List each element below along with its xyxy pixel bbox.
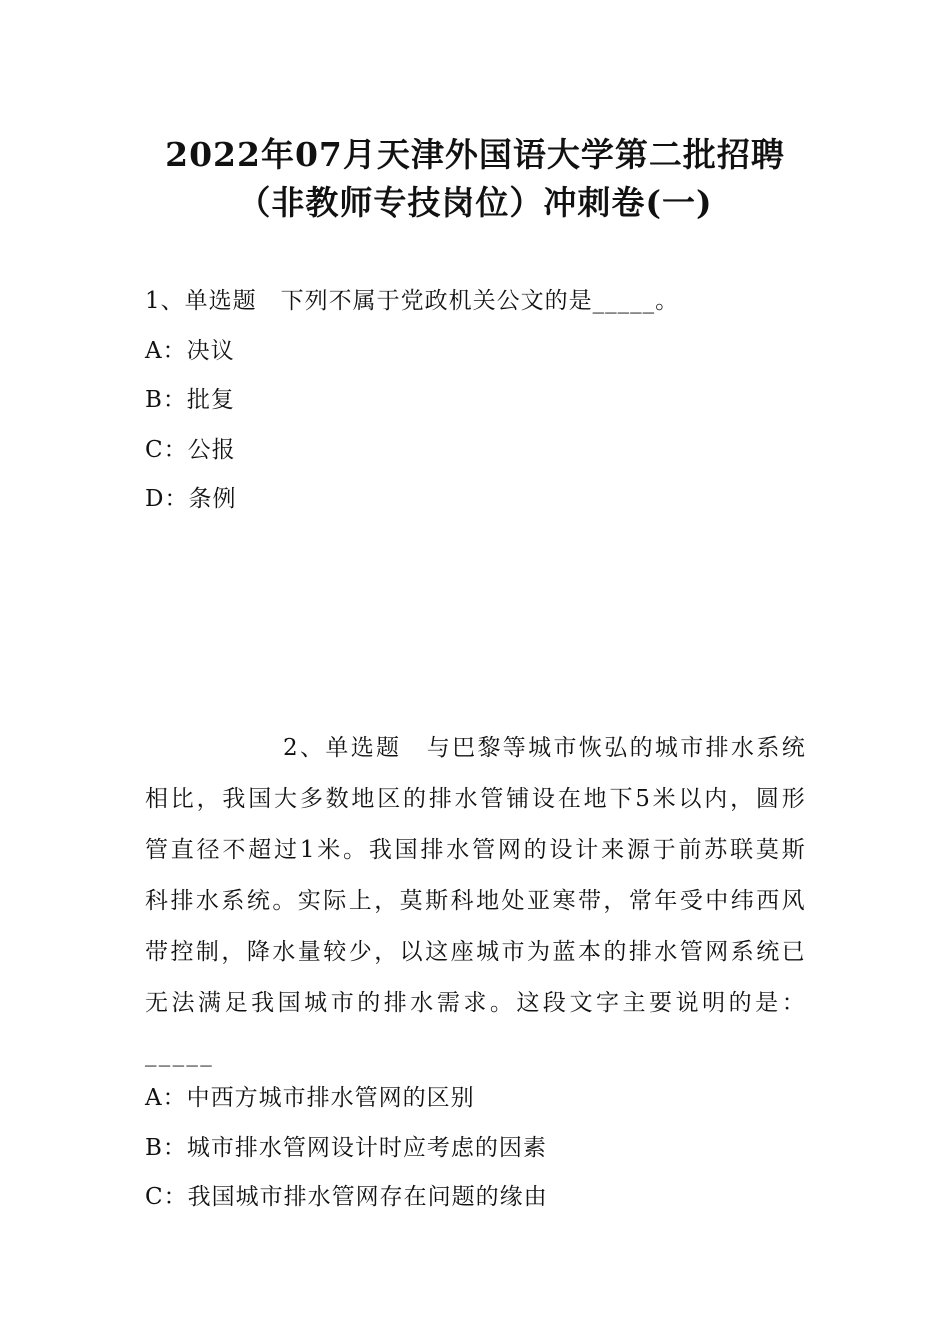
question-1-option-c: C：公报 xyxy=(145,437,236,463)
question-1-option-d: D：条例 xyxy=(145,486,237,512)
question-2-prompt: 2、单选题 与巴黎等城市恢弘的城市排水系统相比，我国大多数地区的排水管铺设在地下5米以内，圆形管直径不超过1米。我国排水管网的设计来源于前苏联莫斯科排水系统。实际上，莫斯科地处亚寒带，常年受中纬西风带控制，降水量较少，以这座城市为蓝本的排水管网系统已无法满足我国城市的排水需求。这段文字主要说明的是：_____ xyxy=(145,735,807,1067)
question-1-option-a: A：决议 xyxy=(145,338,235,364)
document-title-line-1: 2022年07月天津外国语大学第二批招聘 xyxy=(165,135,785,174)
question-1-prompt: 1、单选题 下列不属于党政机关公文的是_____。 xyxy=(145,288,680,314)
document-title-line-2: （非教师专技岗位）冲刺卷(一) xyxy=(237,183,713,222)
question-2-option-b: B：城市排水管网设计时应考虑的因素 xyxy=(145,1135,547,1161)
question-2-option-c: C：我国城市排水管网存在问题的缘由 xyxy=(145,1184,548,1210)
question-2-option-a: A：中西方城市排水管网的区别 xyxy=(145,1085,475,1111)
question-1-option-b: B：批复 xyxy=(145,387,235,413)
